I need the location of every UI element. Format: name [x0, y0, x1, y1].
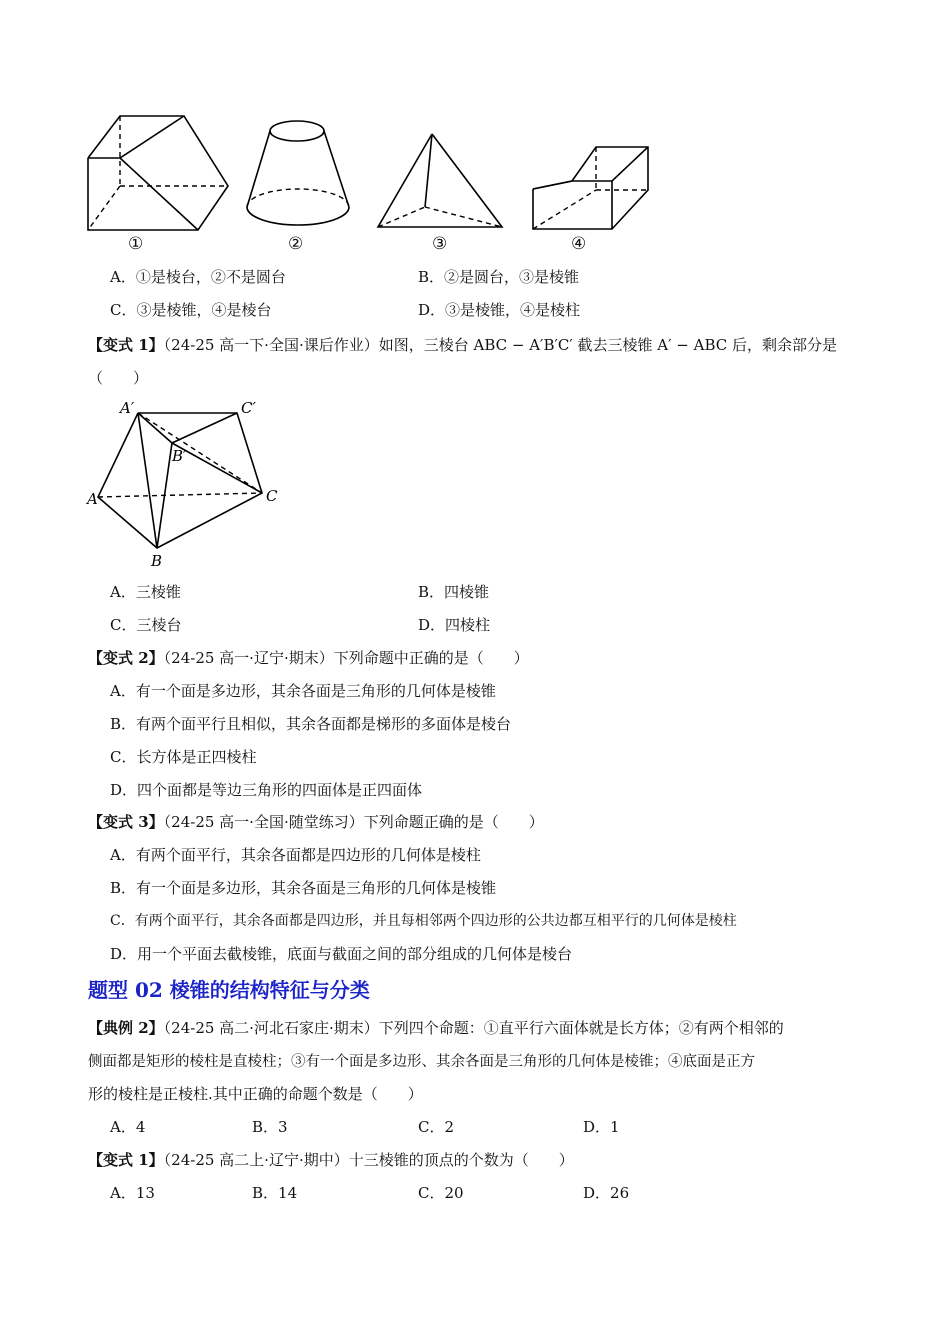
- v1-option-b[interactable]: B．四棱锥: [418, 583, 490, 601]
- v2-1-option-c[interactable]: C．20: [418, 1184, 464, 1202]
- v3-option-c[interactable]: C．有两个面平行，其余各面都是四边形，并且每相邻两个四边形的公共边都互相平行的几何体是棱柱: [110, 913, 737, 929]
- v1-option-a[interactable]: A．三棱锥: [110, 583, 181, 601]
- v1-source: （24-25 高一下·全国·课后作业）: [163, 336, 379, 354]
- v2-1-source: （24-25 高二上·辽宁·期中）: [163, 1151, 349, 1169]
- ex2-line1: [88, 1017, 784, 1038]
- v2-1-option-a[interactable]: A．13: [110, 1184, 155, 1202]
- label-b: B: [151, 552, 163, 570]
- v2-1-option-b[interactable]: B．14: [252, 1184, 298, 1202]
- v2-question: [88, 647, 529, 668]
- v3-option-b[interactable]: B．有一个面是多边形，其余各面是三角形的几何体是棱锥: [110, 879, 497, 897]
- q1-option-c[interactable]: C．③是棱锥，④是棱台: [110, 301, 272, 319]
- v1-text: 如图，三棱台 ABC − A′B′C′ 截去三棱锥 A′ − ABC 后，剩余部分是: [378, 336, 838, 354]
- v3-question: [88, 811, 544, 832]
- label-b1: B′: [172, 447, 187, 465]
- v3-option-a[interactable]: A．有两个面平行，其余各面都是四边形的几何体是棱柱: [110, 846, 481, 864]
- figure-label-3: ③: [432, 234, 448, 254]
- v3-text: 下列命题正确的是（ ）: [363, 813, 544, 831]
- v1-option-d[interactable]: D．四棱柱: [418, 616, 491, 634]
- q1-option-a[interactable]: A．①是棱台，②不是圆台: [110, 268, 286, 286]
- ex2-option-a[interactable]: A．4: [110, 1118, 146, 1136]
- ex2-option-b[interactable]: B．3: [252, 1118, 288, 1136]
- v2-option-c[interactable]: C．长方体是正四棱柱: [110, 748, 257, 766]
- v2-option-b[interactable]: B．有两个面平行且相似，其余各面都是梯形的多面体是棱台: [110, 715, 512, 733]
- q1-option-b[interactable]: B．②是圆台，③是棱锥: [418, 268, 580, 286]
- v2-option-a[interactable]: A．有一个面是多边形，其余各面是三角形的几何体是棱锥: [110, 682, 496, 700]
- v3-tag: 【变式 3】: [88, 813, 164, 831]
- ex2-option-d[interactable]: D．1: [583, 1118, 620, 1136]
- figure-label-2: ②: [288, 234, 304, 254]
- v2-1-option-d[interactable]: D．26: [583, 1184, 630, 1202]
- v2-source: （24-25 高一·辽宁·期末）: [163, 649, 334, 667]
- label-c1: C′: [241, 399, 256, 417]
- ex2-option-c[interactable]: C．2: [418, 1118, 455, 1136]
- ex2-line2: 侧面都是矩形的棱柱是直棱柱；③有一个面是多边形、其余各面是三角形的几何体是棱锥；④底面是正方: [88, 1054, 755, 1070]
- v2-1-question: [88, 1149, 574, 1170]
- ex2-line1-text: 下列四个命题：①直平行六面体就是长方体；②有两个相邻的: [378, 1019, 784, 1037]
- ex2-source: （24-25 高二·河北石家庄·期末）: [163, 1019, 379, 1037]
- v2-option-d[interactable]: D．四个面都是等边三角形的四面体是正四面体: [110, 781, 423, 799]
- label-a1: A′: [120, 399, 135, 417]
- v3-source: （24-25 高一·全国·随堂练习）: [163, 813, 364, 831]
- v2-text: 下列命题中正确的是（ ）: [333, 649, 529, 667]
- label-c: C: [266, 487, 278, 505]
- section-title: 题型 02 棱锥的结构特征与分类: [88, 978, 370, 1002]
- frustum-figure: [0, 0, 950, 600]
- v2-1-tag: 【变式 1】: [88, 1151, 164, 1169]
- v1-option-c[interactable]: C．三棱台: [110, 616, 182, 634]
- v1-tag: 【变式 1】: [88, 336, 164, 354]
- v2-1-text: 十三棱锥的顶点的个数为（ ）: [348, 1151, 574, 1169]
- figure-label-1: ①: [128, 234, 144, 254]
- v1-paren: （ ）: [88, 369, 149, 387]
- v3-option-d[interactable]: D．用一个平面去截棱锥，底面与截面之间的部分组成的几何体是棱台: [110, 945, 573, 963]
- v2-tag: 【变式 2】: [88, 649, 164, 667]
- label-a: A: [87, 490, 98, 508]
- figure-label-4: ④: [571, 234, 587, 254]
- q1-option-d[interactable]: D．③是棱锥，④是棱柱: [418, 301, 581, 319]
- ex2-tag: 【典例 2】: [88, 1019, 164, 1037]
- ex2-line3: 形的棱柱是正棱柱.其中正确的命题个数是（ ）: [88, 1085, 423, 1103]
